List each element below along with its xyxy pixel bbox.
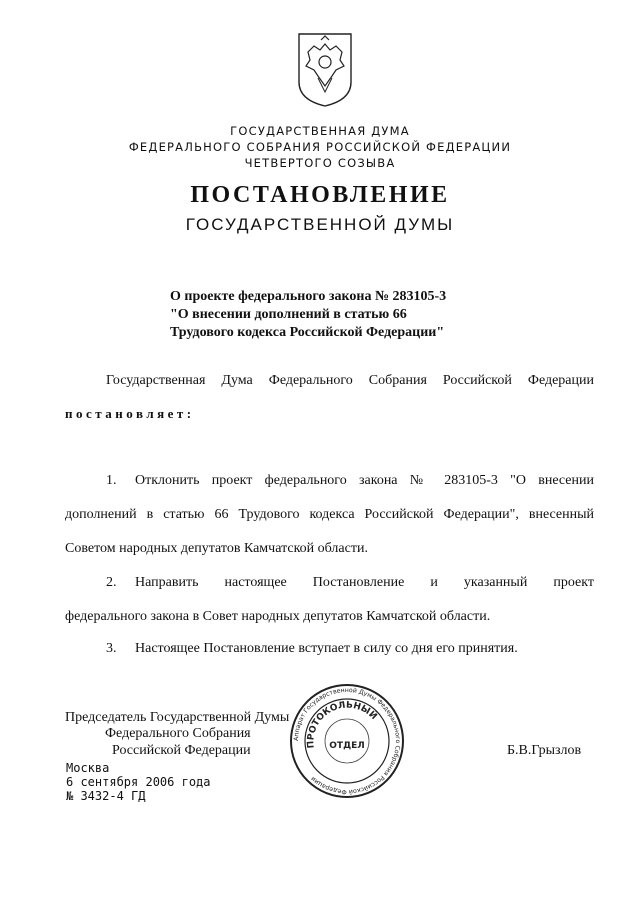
signatory-position-1: Председатель Государственной Думы	[65, 710, 290, 725]
stamp-arc-text: ПРОТОКОЛЬНЫЙ	[306, 700, 379, 749]
signatory-position-2: Федерального Собрания	[105, 726, 251, 741]
signatory-name: Б.В.Грызлов	[507, 743, 582, 758]
footer-number: № 3432-4 ГД	[66, 789, 146, 803]
item-3-line-1: Настоящее Постановление вступает в силу со дня его принятия.	[135, 641, 518, 656]
preamble: Государственная Дума Федерального Собрания Российской Федерации	[106, 373, 594, 388]
document-subtitle: ГОСУДАРСТВЕННОЙ ДУМЫ	[185, 215, 455, 234]
footer-city: Москва	[66, 761, 110, 775]
item-1-line-1: Отклонить проект федерального закона № 283105-3 "О внесении	[135, 473, 594, 488]
document-title: ПОСТАНОВЛЕНИЕ	[190, 182, 450, 208]
protocol-department-stamp	[288, 682, 406, 800]
item-2-number: 2.	[106, 575, 117, 590]
state-emblem-icon	[296, 30, 354, 108]
header-line-2: ФЕДЕРАЛЬНОГО СОБРАНИЯ РОССИЙСКОЙ ФЕДЕРАЦИИ	[128, 140, 512, 154]
item-1-line-3: Советом народных депутатов Камчатской области.	[65, 541, 368, 556]
footer-date: 6 сентября 2006 года	[66, 775, 211, 789]
subject-line-2: "О внесении дополнений в статью 66	[170, 307, 407, 322]
subject-line-1: О проекте федерального закона № 283105-3	[170, 289, 447, 304]
item-3-number: 3.	[106, 641, 117, 656]
item-1-line-2: дополнений в статью 66 Трудового кодекса Российской Федерации", внесенный	[65, 507, 594, 522]
stamp-ring-text: Аппарат Государственной Думы Федерального Собрания Российской Федерации	[292, 686, 402, 796]
item-2-line-2: федерального закона в Совет народных депутатов Камчатской области.	[65, 609, 491, 624]
header-line-3: ЧЕТВЕРТОГО СОЗЫВА	[244, 156, 396, 170]
subject-line-3: Трудового кодекса Российской Федерации"	[170, 325, 445, 340]
item-2-line-1: Направить настоящее Постановление и указанный проект	[135, 575, 594, 590]
header-line-1: ГОСУДАРСТВЕННАЯ ДУМА	[230, 124, 410, 138]
stamp-center-text: ОТДЕЛ	[329, 741, 365, 751]
resolves-word: постановляет:	[65, 406, 195, 421]
item-1-number: 1.	[106, 473, 117, 488]
signatory-position-3: Российской Федерации	[112, 743, 251, 758]
